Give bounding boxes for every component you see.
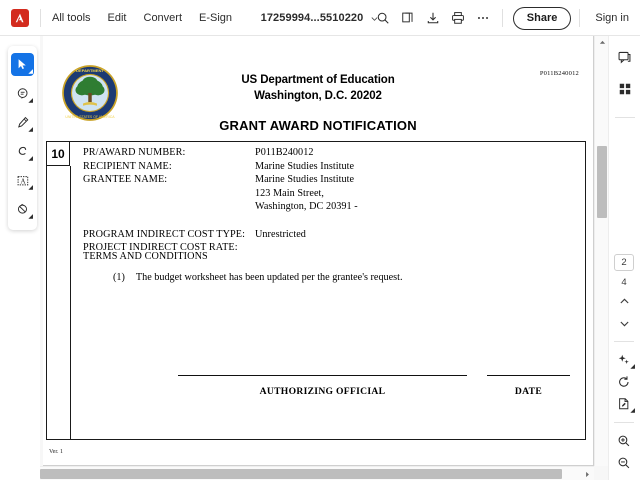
rotate-icon (617, 375, 631, 389)
field-spacer (83, 214, 575, 228)
header-agency: US Department of Education (241, 74, 395, 86)
field-value (255, 241, 575, 255)
field-label: PROJECT INDIRECT COST RATE: (83, 242, 238, 254)
toolbar-divider (40, 9, 41, 27)
tool-expand-corner: ◢ (630, 364, 635, 370)
right-rail-divider (615, 117, 635, 118)
document-viewport[interactable] (40, 36, 608, 480)
tool-expand-corner: ◢ (28, 69, 33, 75)
terms-item (113, 272, 569, 283)
scroll-up-arrow-icon[interactable] (595, 36, 608, 49)
toolbar-divider-right (502, 9, 503, 27)
previous-page-button[interactable] (612, 290, 636, 312)
field-value: Marine Studies Institute (255, 160, 355, 172)
award-code-header: P011B240012 (539, 70, 579, 77)
tool-expand-corner: ◢ (28, 185, 33, 191)
form-box (46, 141, 586, 440)
document-version-footer: Ver. 1 (49, 449, 63, 455)
signature-label-date: DATE (514, 386, 543, 397)
horizontal-scrollbar-thumb[interactable] (40, 469, 562, 479)
document-header (43, 72, 593, 133)
zoom-in-button[interactable] (612, 430, 636, 452)
highlight-tool-button[interactable] (11, 111, 34, 134)
print-icon[interactable] (446, 6, 471, 31)
tool-expand-corner: ◢ (28, 98, 33, 104)
toolbar-menu (52, 11, 232, 25)
menu-convert[interactable]: Convert (143, 11, 183, 24)
page-thumbnails-icon (618, 82, 632, 96)
right-rail-page-controls (608, 254, 640, 474)
field-label: PR/AWARD NUMBER: (83, 147, 186, 158)
share-button[interactable]: Share (513, 7, 572, 30)
horizontal-scrollbar[interactable] (40, 466, 594, 480)
box-number: 10 (47, 142, 70, 166)
terms-and-conditions-title: TERMS AND CONDITIONS (83, 251, 208, 262)
svg-text:A: A (19, 177, 26, 186)
field-value: Unrestricted (255, 228, 306, 240)
page-thumbnails-button[interactable] (613, 78, 637, 100)
chevron-down-icon (619, 318, 630, 329)
current-page-input[interactable]: 2 (614, 254, 634, 271)
right-rail-top-group (613, 36, 637, 125)
adobe-acrobat-logo-icon[interactable] (11, 9, 29, 27)
toolbar-right-actions (371, 0, 631, 36)
zoom-out-button[interactable] (612, 452, 636, 474)
pdf-page (43, 36, 594, 466)
add-text-tool-button[interactable] (11, 169, 34, 192)
signature-line-official (178, 375, 467, 376)
terms-item-number: (1) (113, 272, 125, 283)
field-label: GRANTEE NAME: (83, 174, 168, 186)
field-row-recipient-name (83, 160, 575, 174)
copy-icon[interactable] (396, 6, 421, 31)
field-list (83, 146, 575, 255)
field-label (83, 187, 255, 201)
tool-expand-corner: ◢ (28, 214, 33, 220)
page-edit-icon (617, 397, 631, 411)
field-value: 123 Main Street, (255, 187, 324, 199)
field-row-address-line1 (83, 187, 575, 201)
field-value: Washington, DC 20391 - (255, 201, 358, 213)
form-vertical-rule (70, 166, 71, 439)
tool-expand-corner: ◢ (28, 156, 33, 162)
scroll-right-arrow-icon[interactable] (580, 467, 594, 480)
comments-panel-icon (617, 50, 632, 65)
file-name-label: 17259994...5510220 (260, 12, 364, 24)
more-options-icon[interactable] (471, 6, 496, 31)
signature-label-official: AUTHORIZING OFFICIAL (259, 386, 386, 397)
header-location: Washington, D.C. 20202 (254, 90, 382, 102)
file-name-dropdown[interactable] (261, 12, 380, 24)
terms-item-text: The budget worksheet has been updated per the grantee's request. (135, 272, 403, 283)
toolbar-divider-signin (579, 9, 580, 27)
vertical-scrollbar-thumb[interactable] (597, 146, 607, 218)
right-tool-rail (608, 36, 640, 480)
rotate-button[interactable] (612, 371, 636, 393)
signature-line-date (487, 375, 570, 376)
page-edit-button[interactable] (612, 393, 636, 415)
menu-edit[interactable]: Edit (107, 11, 127, 24)
field-label: PROGRAM INDIRECT COST TYPE: (83, 228, 246, 240)
svg-text:DEPARTMENT: DEPARTMENT (76, 68, 104, 74)
grant-award-notification-document (43, 36, 593, 465)
menu-e-sign[interactable]: E-Sign (199, 11, 233, 24)
field-value: Marine Studies Institute (255, 174, 355, 186)
chevron-up-icon (619, 296, 630, 307)
vertical-scrollbar[interactable] (594, 36, 608, 466)
next-page-button[interactable] (612, 312, 636, 334)
comment-tool-button[interactable] (11, 82, 34, 105)
draw-tool-button[interactable] (11, 140, 34, 163)
right-rail-divider-2 (614, 341, 634, 342)
redact-tool-button[interactable] (11, 198, 34, 221)
comments-panel-button[interactable] (613, 46, 637, 68)
download-icon[interactable] (421, 6, 446, 31)
zoom-in-icon (617, 434, 631, 448)
field-row-grantee-name (83, 173, 575, 187)
field-label (83, 200, 255, 214)
field-value: P011B240012 (255, 147, 314, 158)
total-pages-label: 4 (621, 277, 627, 288)
page-title: GRANT AWARD NOTIFICATION (219, 118, 417, 133)
field-row-address-line2 (83, 200, 575, 214)
field-label: RECIPIENT NAME: (83, 160, 172, 172)
svg-text:UNITED STATES OF AMERICA: UNITED STATES OF AMERICA (65, 114, 115, 119)
ai-assistant-icon (617, 353, 631, 367)
field-row-program-indirect-cost-type (83, 228, 575, 242)
menu-all-tools[interactable]: All tools (52, 11, 91, 24)
sign-in-button[interactable]: Sign in (595, 12, 629, 24)
select-tool-button[interactable] (11, 53, 34, 76)
cursor-arrow-icon (16, 58, 29, 71)
tool-expand-corner: ◢ (28, 127, 33, 133)
right-rail-divider-3 (614, 422, 634, 423)
top-toolbar (0, 0, 640, 36)
left-tool-rail (8, 46, 37, 230)
ai-assistant-button[interactable] (612, 349, 636, 371)
zoom-out-icon (617, 456, 631, 470)
field-row-pr-award-number (83, 146, 575, 160)
tool-expand-corner: ◢ (630, 408, 635, 414)
search-icon[interactable] (371, 6, 396, 31)
